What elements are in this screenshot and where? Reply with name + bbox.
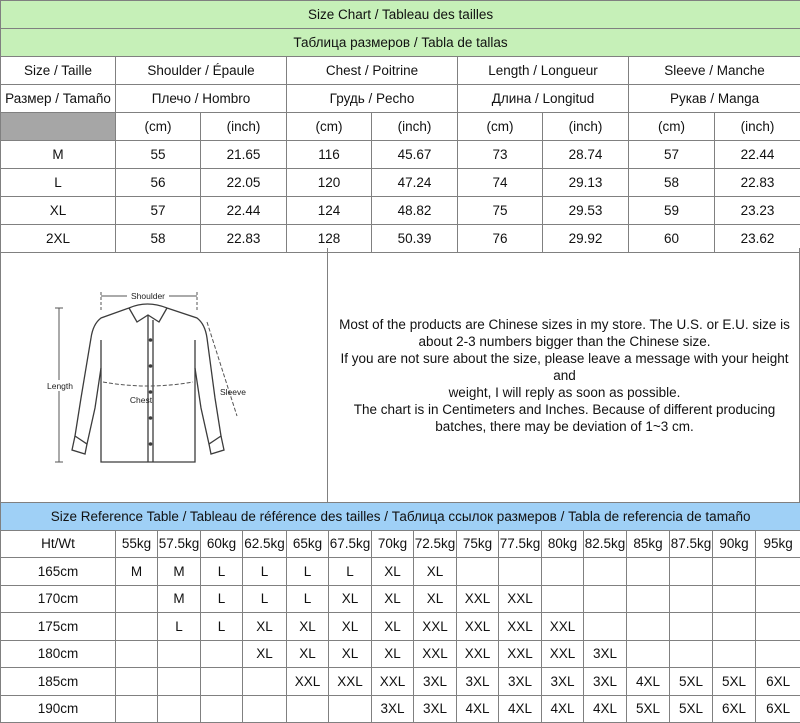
shoulder-header-ru: Плечо / Hombro (116, 85, 287, 113)
reference-size-cell (542, 585, 584, 613)
size-value: 22.05 (201, 169, 287, 197)
reference-size-cell (756, 640, 800, 668)
height-label: 165cm (1, 558, 116, 586)
reference-title: Size Reference Table / Tableau de référence des tailles / Таблица ссылок размеров / Tabla de referencia de tamaño (1, 503, 800, 531)
weight-header: 72.5kg (414, 530, 457, 558)
reference-size-cell: XXL (329, 668, 372, 696)
reference-size-cell (116, 585, 158, 613)
reference-size-cell: XL (414, 558, 457, 586)
note-line: batches, there may be deviation of 1~3 cm. (435, 419, 694, 434)
unit-cm: (cm) (116, 113, 201, 141)
reference-size-cell: L (329, 558, 372, 586)
height-label: 185cm (1, 668, 116, 696)
reference-row (1, 668, 800, 696)
unit-inch: (inch) (372, 113, 458, 141)
size-value: 23.62 (715, 225, 800, 253)
reference-size-cell (584, 585, 627, 613)
size-value: 57 (629, 141, 715, 169)
reference-size-cell: XXL (372, 668, 414, 696)
size-value: 116 (287, 141, 372, 169)
reference-size-cell (627, 613, 670, 641)
reference-row (1, 613, 800, 641)
size-label: M (1, 141, 116, 169)
reference-size-cell (713, 585, 756, 613)
size-value: 73 (458, 141, 543, 169)
size-value: 22.83 (715, 169, 800, 197)
size-value: 57 (116, 197, 201, 225)
reference-size-cell: L (243, 585, 287, 613)
sleeve-header: Sleeve / Manche (629, 57, 800, 85)
size-value: 23.23 (715, 197, 800, 225)
unit-cm: (cm) (458, 113, 543, 141)
reference-size-cell: XXL (457, 613, 499, 641)
reference-size-cell (158, 695, 201, 723)
reference-size-cell: XL (287, 640, 329, 668)
reference-header-row (1, 530, 800, 558)
chest-header-ru: Грудь / Pecho (287, 85, 458, 113)
shirt-diagram (1, 248, 328, 502)
size-value: 128 (287, 225, 372, 253)
reference-row (1, 640, 800, 668)
reference-size-cell (756, 558, 800, 586)
size-value: 22.44 (201, 197, 287, 225)
diagram-sleeve-label: Sleeve (220, 387, 246, 397)
size-label: XL (1, 197, 116, 225)
weight-header: 82.5kg (584, 530, 627, 558)
weight-header: 87.5kg (670, 530, 713, 558)
height-label: 180cm (1, 640, 116, 668)
reference-size-cell: L (287, 558, 329, 586)
reference-size-cell (542, 558, 584, 586)
weight-header: 67.5kg (329, 530, 372, 558)
size-value: 124 (287, 197, 372, 225)
reference-size-cell (243, 668, 287, 696)
reference-size-cell (201, 695, 243, 723)
size-reference-table (0, 502, 800, 723)
reference-size-cell: M (158, 585, 201, 613)
shirt-measurement-illustration (1, 248, 326, 502)
reference-size-cell: 3XL (584, 640, 627, 668)
chest-header: Chest / Poitrine (287, 57, 458, 85)
unit-cm: (cm) (287, 113, 372, 141)
shoulder-header: Shoulder / Épaule (116, 57, 287, 85)
reference-size-cell: 3XL (457, 668, 499, 696)
reference-size-cell: 3XL (584, 668, 627, 696)
reference-size-cell: 4XL (584, 695, 627, 723)
reference-size-cell (116, 668, 158, 696)
size-label: 2XL (1, 225, 116, 253)
height-label: 175cm (1, 613, 116, 641)
reference-size-cell (201, 640, 243, 668)
size-value: 28.74 (543, 141, 629, 169)
reference-size-cell (329, 695, 372, 723)
size-value: 29.53 (543, 197, 629, 225)
unit-cm: (cm) (629, 113, 715, 141)
measurement-guide (0, 248, 800, 503)
reference-size-cell: XL (372, 613, 414, 641)
reference-size-cell: XL (372, 640, 414, 668)
reference-size-cell: XXL (499, 613, 542, 641)
reference-size-cell: XXL (499, 640, 542, 668)
weight-header: 80kg (542, 530, 584, 558)
note-line: Most of the products are Chinese sizes in my store. The U.S. or E.U. size is (339, 317, 790, 332)
sleeve-header-ru: Рукав / Manga (629, 85, 800, 113)
reference-row (1, 558, 800, 586)
note-line: about 2-3 numbers bigger than the Chinese size. (419, 334, 711, 349)
unit-inch: (inch) (201, 113, 287, 141)
reference-size-cell: 5XL (713, 668, 756, 696)
reference-size-cell: XXL (457, 640, 499, 668)
reference-row (1, 695, 800, 723)
size-value: 50.39 (372, 225, 458, 253)
reference-size-cell (670, 640, 713, 668)
reference-size-cell: 6XL (756, 695, 800, 723)
reference-size-cell (713, 558, 756, 586)
size-value: 21.65 (201, 141, 287, 169)
size-header-ru: Размер / Tamaño (1, 85, 116, 113)
weight-header: 55kg (116, 530, 158, 558)
reference-size-cell (201, 668, 243, 696)
reference-size-cell: 3XL (414, 695, 457, 723)
height-label: 170cm (1, 585, 116, 613)
note-line: If you are not sure about the size, please leave a message with your height and (340, 351, 788, 383)
size-value: 75 (458, 197, 543, 225)
reference-size-cell: L (243, 558, 287, 586)
size-notes (329, 248, 800, 502)
reference-size-cell: XXL (499, 585, 542, 613)
height-label: 190cm (1, 695, 116, 723)
reference-size-cell: XL (243, 640, 287, 668)
reference-size-cell: 3XL (414, 668, 457, 696)
size-value: 29.92 (543, 225, 629, 253)
reference-size-cell (116, 613, 158, 641)
diagram-length-label: Length (47, 381, 73, 391)
reference-rows (1, 558, 800, 723)
reference-size-cell: L (158, 613, 201, 641)
reference-size-cell: XL (372, 585, 414, 613)
reference-size-cell: L (201, 585, 243, 613)
size-value: 22.83 (201, 225, 287, 253)
reference-size-cell: 3XL (372, 695, 414, 723)
reference-size-cell: 5XL (670, 668, 713, 696)
size-value: 58 (116, 225, 201, 253)
unit-inch: (inch) (543, 113, 629, 141)
reference-size-cell (457, 558, 499, 586)
reference-size-cell: 6XL (713, 695, 756, 723)
size-value: 74 (458, 169, 543, 197)
reference-size-cell (158, 668, 201, 696)
weight-header: 70kg (372, 530, 414, 558)
size-label: L (1, 169, 116, 197)
reference-size-cell: XL (414, 585, 457, 613)
size-row-m (1, 141, 800, 169)
reference-size-cell (756, 613, 800, 641)
reference-size-cell (713, 613, 756, 641)
size-row-xl (1, 197, 800, 225)
size-value: 22.44 (715, 141, 800, 169)
reference-size-cell: XL (243, 613, 287, 641)
reference-size-cell: XL (372, 558, 414, 586)
reference-size-cell: 4XL (627, 668, 670, 696)
size-value: 120 (287, 169, 372, 197)
reference-size-cell: M (116, 558, 158, 586)
reference-size-cell: XXL (414, 640, 457, 668)
weight-header: 65kg (287, 530, 329, 558)
reference-size-cell: M (158, 558, 201, 586)
length-header-ru: Длина / Longitud (458, 85, 629, 113)
weight-header: 60kg (201, 530, 243, 558)
size-value: 56 (116, 169, 201, 197)
size-value: 59 (629, 197, 715, 225)
weight-header: 57.5kg (158, 530, 201, 558)
reference-size-cell (627, 558, 670, 586)
reference-size-cell (670, 558, 713, 586)
size-notes-paragraph (329, 316, 800, 435)
note-line: The chart is in Centimeters and Inches. Because of different producing (354, 402, 776, 417)
weight-header: 95kg (756, 530, 800, 558)
reference-size-cell (116, 640, 158, 668)
size-value: 55 (116, 141, 201, 169)
reference-size-cell (158, 640, 201, 668)
reference-size-cell: L (287, 585, 329, 613)
reference-size-cell: XL (329, 613, 372, 641)
reference-size-cell: XL (329, 585, 372, 613)
size-chart-title: Size Chart / Tableau des tailles (1, 1, 800, 29)
size-value: 60 (629, 225, 715, 253)
reference-size-cell (756, 585, 800, 613)
size-chart-subtitle: Таблица размеров / Tabla de tallas (1, 29, 800, 57)
reference-size-cell (499, 558, 542, 586)
reference-size-cell: 4XL (542, 695, 584, 723)
weight-header: 90kg (713, 530, 756, 558)
diagram-chest-label: Chest (130, 395, 153, 405)
size-value: 29.13 (543, 169, 629, 197)
weight-header: 75kg (457, 530, 499, 558)
reference-size-cell (584, 558, 627, 586)
reference-size-cell (287, 695, 329, 723)
reference-size-cell (584, 613, 627, 641)
reference-size-cell: XL (329, 640, 372, 668)
size-chart-table (0, 0, 800, 253)
size-value: 58 (629, 169, 715, 197)
reference-size-cell: XXL (414, 613, 457, 641)
reference-size-cell (713, 640, 756, 668)
reference-size-cell (670, 585, 713, 613)
reference-size-cell: 6XL (756, 668, 800, 696)
reference-size-cell: 5XL (670, 695, 713, 723)
reference-size-cell: L (201, 558, 243, 586)
reference-size-cell (627, 640, 670, 668)
size-value: 48.82 (372, 197, 458, 225)
reference-row (1, 585, 800, 613)
reference-size-cell: 5XL (627, 695, 670, 723)
size-value: 47.24 (372, 169, 458, 197)
reference-size-cell: XXL (542, 613, 584, 641)
note-line: weight, I will reply as soon as possible. (449, 385, 681, 400)
reference-size-cell (670, 613, 713, 641)
weight-header: 77.5kg (499, 530, 542, 558)
reference-size-cell: 4XL (499, 695, 542, 723)
unit-inch: (inch) (715, 113, 800, 141)
reference-size-cell: 3XL (542, 668, 584, 696)
weight-header: 85kg (627, 530, 670, 558)
reference-size-cell (116, 695, 158, 723)
size-value: 76 (458, 225, 543, 253)
size-header: Size / Taille (1, 57, 116, 85)
unit-corner-cell (1, 113, 116, 141)
size-row-l (1, 169, 800, 197)
length-header: Length / Longueur (458, 57, 629, 85)
reference-size-cell: XL (287, 613, 329, 641)
reference-size-cell: 4XL (457, 695, 499, 723)
reference-size-cell (243, 695, 287, 723)
reference-size-cell: XXL (457, 585, 499, 613)
size-value: 45.67 (372, 141, 458, 169)
weight-header: 62.5kg (243, 530, 287, 558)
diagram-shoulder-label: Shoulder (131, 291, 165, 301)
reference-size-cell: XXL (542, 640, 584, 668)
reference-size-cell: 3XL (499, 668, 542, 696)
reference-size-cell: L (201, 613, 243, 641)
reference-size-cell: XXL (287, 668, 329, 696)
ht-wt-corner: Ht/Wt (1, 530, 116, 558)
reference-size-cell (627, 585, 670, 613)
